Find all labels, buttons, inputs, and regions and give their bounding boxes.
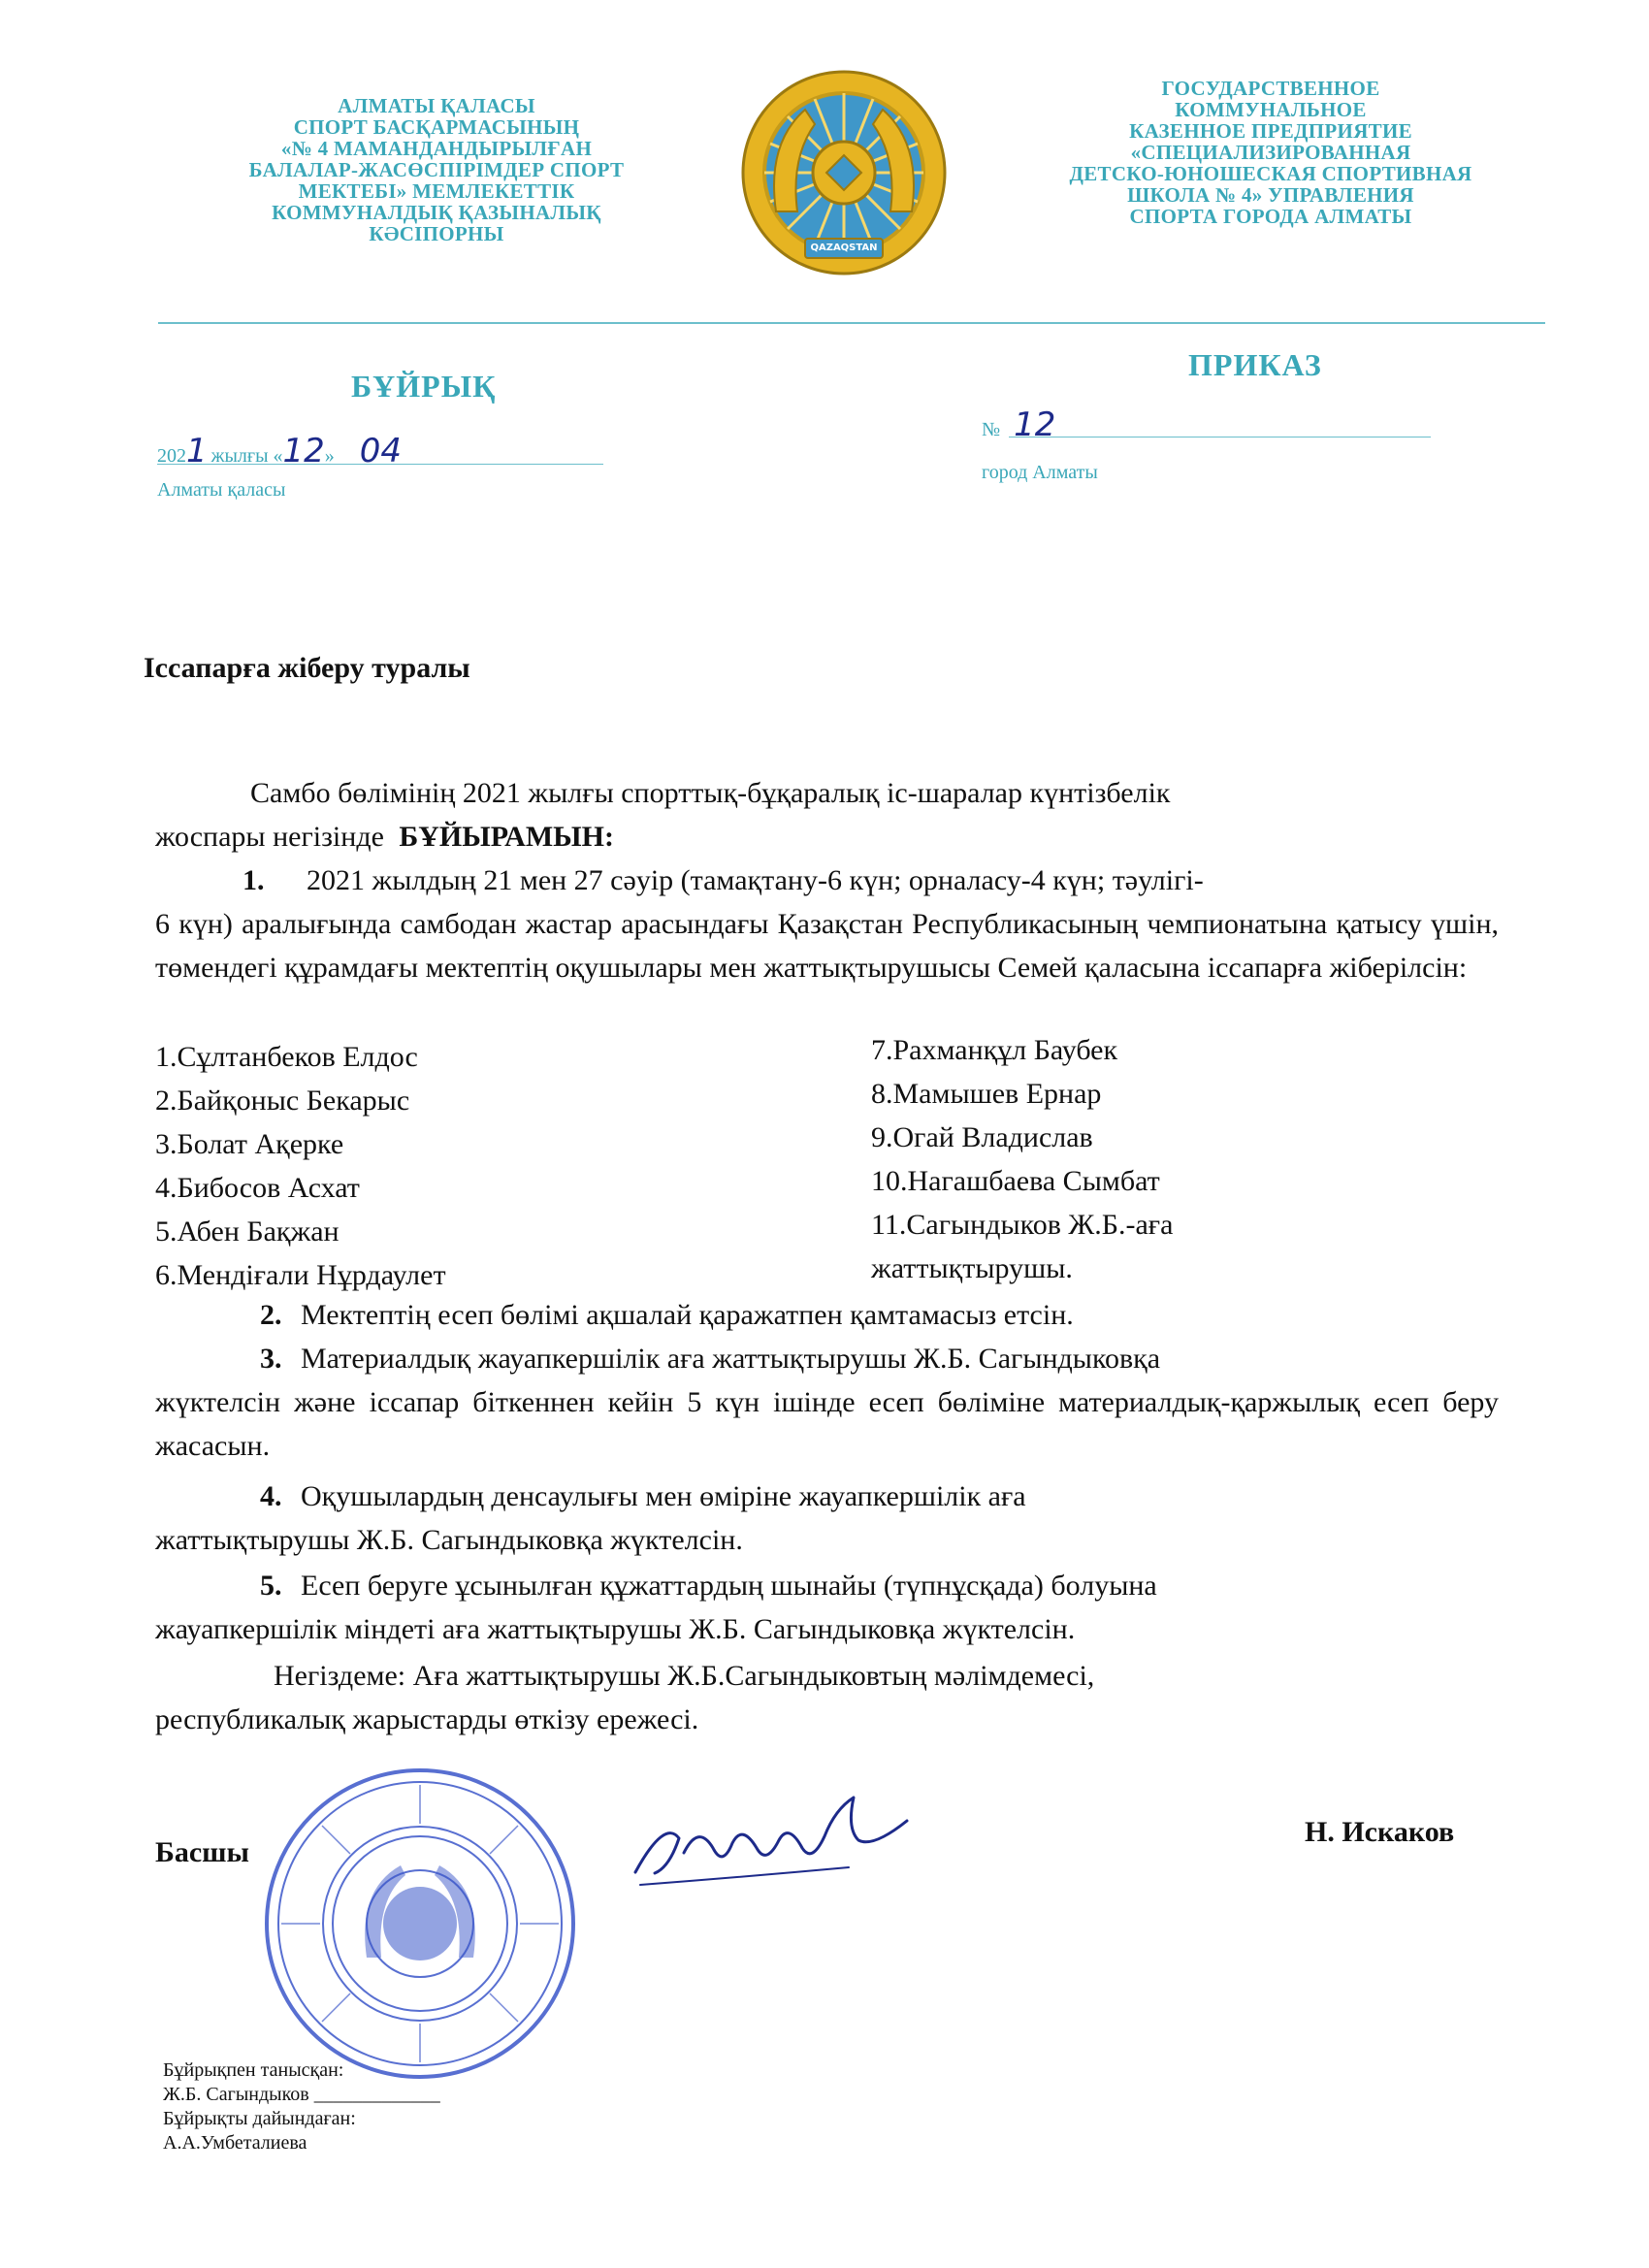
kaz-org-name (184, 95, 689, 244)
kaz-org-line: «№ 4 МАМАНДАНДЫРЫЛҒАН (280, 137, 593, 160)
participants-left (155, 1035, 446, 1297)
kaz-org-line: СПОРТ БАСҚАРМАСЫНЫҢ (293, 115, 580, 139)
kaz-org-line: АЛМАТЫ ҚАЛАСЫ (338, 94, 535, 117)
point-3-text-first: Материалдық жауапкершілік аға жаттықтырушы Ж.Б. Сагындыковқа (301, 1343, 1161, 1375)
date-day-handwritten: 12 (282, 432, 325, 470)
intro-line-2 (155, 815, 614, 859)
kaz-city: Алматы қаласы (157, 479, 286, 501)
rus-org-line: КАЗЕННОЕ ПРЕДПРИЯТИЕ (1129, 119, 1412, 143)
rus-org-line: ДЕТСКО-ЮНОШЕСКАЯ СПОРТИВНАЯ (1069, 162, 1472, 185)
point-1-text-first: 2021 жылдың 21 мен 27 сәуір (тамақтану-6 күн; орналасу-4 күн; тәулігі- (307, 864, 1204, 896)
number-handwritten: 12 (1014, 405, 1056, 444)
official-stamp (260, 1764, 580, 2084)
participant: 6.Мендіғали Нұрдаулет (155, 1259, 446, 1291)
point-5-text: жауапкершілік міндеті аға жаттықтырушы Ж.Б. Сагындыковқа жүктелсін. (155, 1613, 1076, 1645)
point-1-first-line (242, 859, 1204, 902)
footer-prepared-name: А.А.Умбеталиева (163, 2132, 307, 2154)
point-4-text: жаттықтырушы Ж.Б. Сагындыковқа жүктелсін. (155, 1524, 743, 1556)
order-subject: Іссапарға жіберу туралы (144, 652, 470, 684)
participant: 5.Абен Бақжан (155, 1215, 340, 1247)
participant: 7.Рахманқұл Баубек (871, 1034, 1118, 1066)
intro-prefix: жоспары негізінде (155, 821, 384, 853)
date-prefix: 202 (157, 445, 186, 467)
rus-org-line: ШКОЛА № 4» УПРАВЛЕНИЯ (1127, 183, 1414, 207)
participant: 10.Нагашбаева Сымбат (871, 1165, 1160, 1197)
header-divider (158, 322, 1545, 324)
date-year-handwritten: 1 (186, 432, 208, 470)
point-2-text: Мектептің есеп бөлімі ақшалай қаражатпен қамтамасыз етсін. (301, 1299, 1074, 1331)
point-3-text: жүктелсін және іссапар біткеннен кейін 5 күн ішінде есеп бөліміне материалдық-қаржылық есеп беру жасасын. (155, 1386, 1499, 1462)
point-4-text-first: Оқушылардың денсаулығы мен өміріне жауапкершілік аға (301, 1480, 1026, 1512)
point-1-number: 1. (242, 864, 265, 896)
emblem-caption: QAZAQSTAN (810, 243, 878, 253)
point-5-number: 5. (260, 1570, 282, 1602)
participant: 9.Огай Владислав (871, 1121, 1093, 1153)
participant: 3.Болат Ақерке (155, 1128, 344, 1160)
date-mid: жылғы « (210, 445, 283, 467)
intro-line-1: Самбо бөлімінің 2021 жылғы спорттық-бұқаралық іс-шаралар күнтізбелік (250, 777, 1171, 809)
point-5-text-first: Есеп беруге ұсынылған құжаттардың шынайы (түпнұсқада) болуына (301, 1570, 1157, 1602)
kaz-org-line: КОММУНАЛДЫҚ ҚАЗЫНАЛЫҚ (272, 201, 601, 224)
rus-org-line: ГОСУДАРСТВЕННОЕ (1161, 77, 1380, 100)
intro-command: БҰЙЫРАМЫН: (399, 821, 614, 853)
order-date (157, 432, 603, 470)
footer-prepared-label: Бұйрықты дайындаған: (163, 2108, 356, 2129)
date-close: » (324, 445, 335, 467)
footer-acknowledged-name: Ж.Б. Сагындыков _____________ (163, 2084, 440, 2105)
rus-org-line: «СПЕЦИАЛИЗИРОВАННАЯ (1130, 141, 1411, 164)
date-underline (157, 464, 603, 465)
basis-first-line: Негіздеме: Аға жаттықтырушы Ж.Б.Сагындыковтың мәлімдемесі, (274, 1660, 1095, 1692)
point-3-first-line (260, 1337, 1160, 1380)
date-month-handwritten: 04 (359, 432, 403, 470)
participant: 2.Байқоныс Бекарыс (155, 1085, 410, 1117)
footer-acknowledged-label: Бұйрықпен танысқан: (163, 2059, 344, 2081)
kaz-org-line: МЕКТЕБІ» МЕМЛЕКЕТТІК (298, 179, 575, 203)
participant: 1.Сұлтанбеков Елдос (155, 1041, 418, 1073)
participant: 8.Мамышев Ернар (871, 1078, 1102, 1110)
rus-order-title: ПРИКАЗ (1188, 347, 1322, 382)
point-3-number: 3. (260, 1343, 282, 1375)
participant: 4.Бибосов Асхат (155, 1172, 360, 1204)
point-1-text: 6 күн) аралығында самбодан жастар арасындағы Қазақстан Республикасының чемпионатына қатысу үшін, төмендегі құрамдағы мектептің оқушылары мен жаттықтырушысы Семей қаласына іссапарға жіберілсін: (155, 908, 1499, 984)
rus-org-name (1009, 78, 1533, 227)
signature-icon (626, 1780, 917, 1896)
order-number (982, 405, 1055, 444)
participant: жаттықтырушы. (871, 1252, 1073, 1284)
participant: 11.Сагындыков Ж.Б.-аға (871, 1209, 1174, 1241)
stamp-icon (260, 1764, 580, 2084)
participants-right (871, 1028, 1173, 1290)
handwritten-signature (626, 1780, 917, 1896)
point-4-number: 4. (260, 1480, 282, 1512)
signer-name: Н. Искаков (1305, 1816, 1455, 1848)
basis-text: республикалық жарыстарды өткізу ережесі. (155, 1703, 699, 1735)
rus-org-line: СПОРТА ГОРОДА АЛМАТЫ (1129, 205, 1412, 228)
kaz-org-line: БАЛАЛАР-ЖАСӨСПІРІМДЕР СПОРТ (248, 158, 625, 181)
rus-org-line: КОММУНАЛЬНОЕ (1175, 98, 1367, 121)
kaz-order-title: БҰЙРЫҚ (351, 369, 497, 404)
state-emblem (737, 66, 951, 279)
point-4-first-line (260, 1474, 1026, 1518)
kaz-org-line: КӘСІПОРНЫ (369, 222, 504, 245)
number-prefix: № (982, 419, 1001, 440)
signer-role: Басшы (155, 1836, 249, 1868)
point-5-first-line (260, 1564, 1157, 1607)
rus-city: город Алматы (982, 462, 1098, 483)
point-2-number: 2. (260, 1299, 282, 1331)
point-2 (260, 1293, 1074, 1337)
